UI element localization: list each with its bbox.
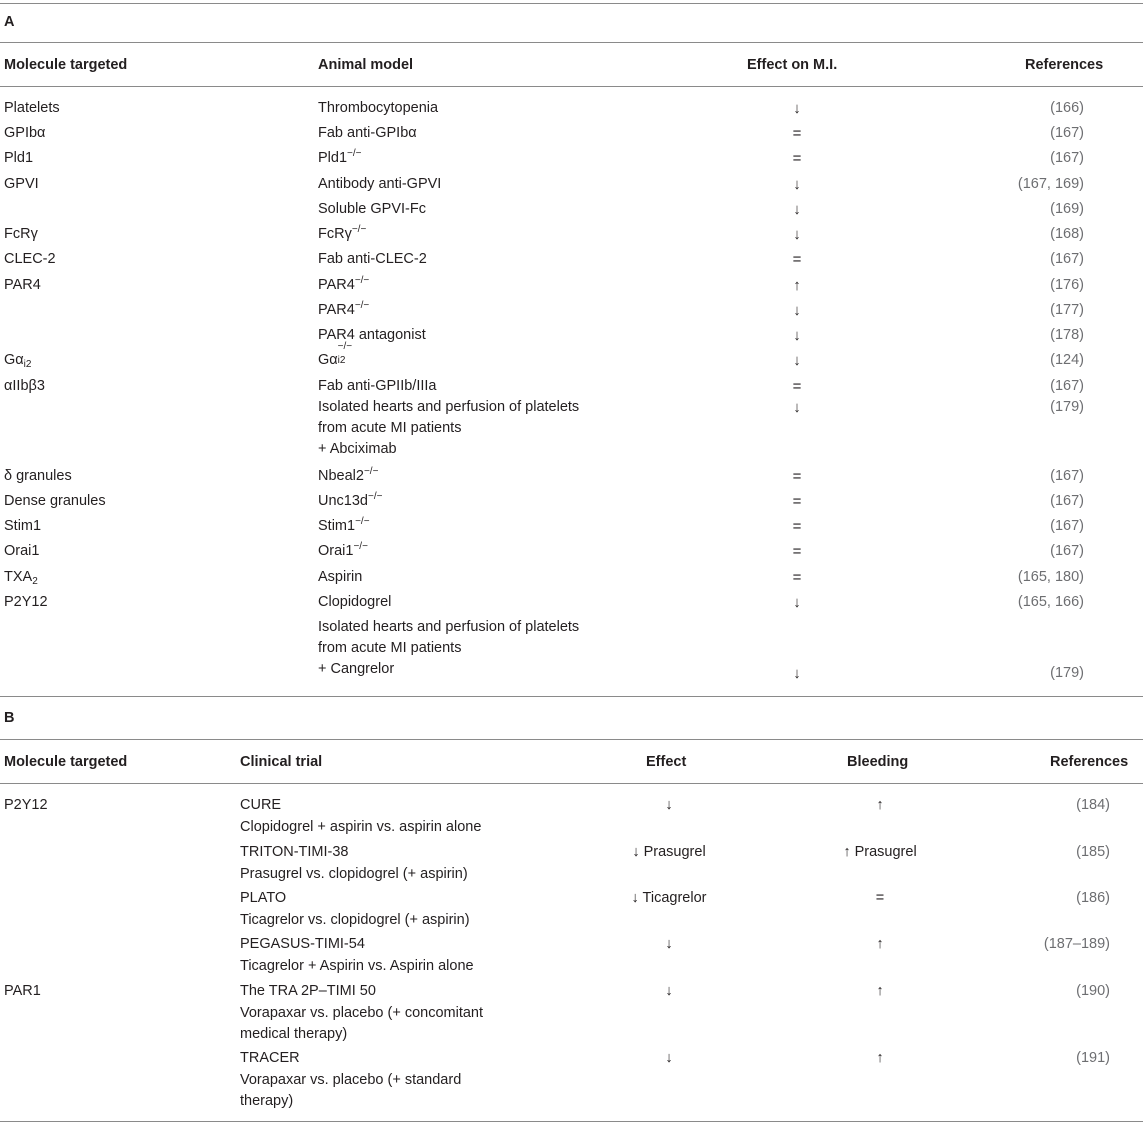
references-cell: (165, 180) [1017, 569, 1084, 585]
molecule-name: TXA [4, 569, 33, 585]
effect-indicator: = [792, 569, 802, 586]
molecule-subscript: i2 [23, 359, 32, 370]
animal-model-cell [318, 516, 370, 537]
reference-number: 167 [1054, 251, 1080, 267]
animal-model-line: from acute MI patients [318, 640, 462, 656]
molecule-cell [4, 567, 38, 588]
molecule-cell: CLEC-2 [4, 251, 56, 267]
references-cell: (178) [1050, 327, 1084, 343]
references-cell: (177) [1050, 302, 1084, 318]
animal-model-cell [318, 341, 368, 371]
references-cell: (168) [1050, 226, 1084, 242]
molecule-cell: P2Y12 [4, 797, 48, 813]
reference-number: 169 [1054, 201, 1080, 217]
super-sub-script [337, 341, 368, 366]
clinical-trial-description: Prasugrel vs. clopidogrel (+ aspirin) [240, 865, 468, 882]
top-rule [0, 3, 1143, 4]
molecule-cell: Stim1 [4, 518, 42, 534]
bleeding-indicator: ↑ [876, 936, 884, 952]
references-cell: (167) [1050, 518, 1084, 534]
clinical-trial-name: TRACER [240, 1050, 300, 1066]
animal-model-superscript: −/− [351, 224, 367, 235]
effect-indicator: ↓ [793, 327, 801, 344]
effect-indicator: ↓ [793, 352, 801, 369]
animal-model-cell [318, 491, 382, 512]
effect-indicator: ↑ [793, 277, 801, 294]
effect-indicator: ↓ [665, 1050, 673, 1066]
header-references-b: References [1050, 754, 1129, 770]
header-references: References [1025, 57, 1104, 73]
bleeding-indicator: ↑ [876, 983, 884, 999]
reference-number: 169 [1054, 176, 1080, 192]
molecule-cell: P2Y12 [4, 594, 48, 610]
reference-number: 167 [1054, 378, 1080, 394]
effect-indicator: ↓ [793, 302, 801, 319]
molecule-cell: Dense granules [4, 493, 106, 509]
references-cell: (167) [1050, 251, 1084, 267]
molecule-cell: GPVI [4, 176, 39, 192]
section-b-header-top-rule [0, 739, 1143, 740]
animal-model-cell: Antibody anti-GPVI [318, 176, 442, 192]
reference-number: 167 [1022, 176, 1047, 192]
bleeding-indicator: = [875, 890, 885, 906]
effect-indicator: ↓ [793, 201, 801, 218]
reference-number: 191 [1080, 1050, 1106, 1066]
references-cell: (191) [1076, 1050, 1110, 1066]
reference-number: 167 [1054, 125, 1080, 141]
clinical-trial-description: Ticagrelor vs. clopidogrel (+ aspirin) [240, 911, 470, 928]
reference-number: 179 [1054, 399, 1080, 415]
references-cell: (179) [1050, 665, 1084, 681]
reference-number: 166 [1054, 100, 1080, 116]
molecule-cell [4, 350, 31, 371]
reference-number: 180 [1054, 569, 1080, 585]
clinical-trial-description: Ticagrelor + Aspirin vs. Aspirin alone [240, 957, 474, 974]
effect-indicator: ↓ [793, 399, 801, 416]
clinical-trial-name: CURE [240, 797, 282, 813]
reference-number: 124 [1054, 352, 1080, 368]
reference-number: 165 [1022, 569, 1047, 585]
bottom-rule [0, 1121, 1143, 1122]
clinical-trial-description: Clopidogrel + aspirin vs. aspirin alone [240, 818, 482, 835]
references-cell: (167) [1050, 125, 1084, 141]
references-cell: (187–189) [1043, 936, 1110, 952]
references-cell: (124) [1050, 352, 1084, 368]
animal-model-cell: PAR4 antagonist [318, 327, 426, 343]
effect-indicator: ↓ [665, 983, 673, 999]
references-cell: (167) [1050, 543, 1084, 559]
animal-model-cell: Clopidogrel [318, 594, 392, 610]
animal-model-line: + Cangrelor [318, 661, 395, 677]
effect-indicator: ↓ [665, 797, 673, 813]
reference-number: 190 [1080, 983, 1106, 999]
molecule-cell: Pld1 [4, 150, 34, 166]
reference-number: 166 [1054, 594, 1080, 610]
effect-indicator: ↓ Prasugrel [632, 844, 706, 860]
effect-indicator: = [792, 543, 802, 560]
reference-number: 167 [1054, 150, 1080, 166]
header-molecule-targeted-b: Molecule targeted [4, 754, 128, 770]
effect-indicator: = [792, 150, 802, 167]
animal-model-cell: Soluble GPVI-Fc [318, 201, 426, 217]
reference-number: 179 [1054, 665, 1080, 681]
clinical-trial-name: The TRA 2P–TIMI 50 [240, 983, 376, 999]
reference-number: 187–189 [1048, 936, 1106, 952]
animal-model-cell [318, 300, 369, 321]
reference-number: 184 [1080, 797, 1106, 813]
bleeding-indicator: ↑ Prasugrel [843, 844, 917, 860]
reference-number: 178 [1054, 327, 1080, 343]
animal-model-superscript: −/− [354, 275, 370, 286]
animal-model-cell [318, 275, 369, 296]
animal-model-superscript: −/− [347, 148, 362, 159]
effect-indicator: ↓ Ticagrelor [631, 890, 707, 906]
molecule-cell: PAR4 [4, 277, 41, 293]
bleeding-indicator: ↑ [876, 797, 884, 813]
animal-model-superscript: −/− [367, 491, 383, 502]
references-cell: (167) [1050, 378, 1084, 394]
animal-model-cell: Thrombocytopenia [318, 100, 439, 116]
molecule-cell: PAR1 [4, 983, 41, 999]
effect-indicator: = [792, 468, 802, 485]
effect-indicator: ↓ [793, 594, 801, 611]
molecule-cell: δ granules [4, 468, 72, 484]
header-molecule-targeted: Molecule targeted [4, 57, 128, 73]
animal-model-subscript: i2 [337, 355, 346, 366]
molecule-subscript: 2 [32, 576, 38, 587]
reference-number: 167 [1054, 518, 1080, 534]
animal-model-cell: Fab anti-CLEC-2 [318, 251, 427, 267]
references-cell: (167, 169) [1017, 176, 1084, 192]
reference-number: 168 [1054, 226, 1080, 242]
reference-number: 176 [1054, 277, 1080, 293]
references-cell: (186) [1076, 890, 1110, 906]
animal-model-superscript: −/− [355, 516, 370, 527]
molecule-cell: FcRγ [4, 226, 38, 242]
animal-model-name: FcRγ [318, 226, 352, 242]
reference-number: 177 [1054, 302, 1080, 318]
animal-model-cell: Fab anti-GPIbα [318, 125, 417, 141]
section-a-header-bottom-rule [0, 86, 1143, 87]
molecule-cell: Platelets [4, 100, 60, 116]
reference-number: 186 [1080, 890, 1106, 906]
reference-number: 185 [1080, 844, 1106, 860]
effect-indicator: ↓ [793, 176, 801, 193]
effect-indicator: ↓ [665, 936, 673, 952]
animal-model-name: PAR4 [318, 302, 355, 318]
animal-model-cell: Fab anti-GPIIb/IIIa [318, 378, 437, 394]
references-cell: (184) [1076, 797, 1110, 813]
clinical-trial-name: TRITON-TIMI-38 [240, 844, 349, 860]
animal-model-superscript: −/− [363, 466, 379, 477]
clinical-trial-name: PEGASUS-TIMI-54 [240, 936, 365, 952]
reference-number: 167 [1054, 468, 1080, 484]
reference-number: 167 [1054, 493, 1080, 509]
section-divider-rule [0, 696, 1143, 697]
animal-model-superscript: −/− [353, 541, 368, 552]
animal-model-line: Isolated hearts and perfusion of platelets [318, 399, 580, 415]
animal-model-name: Pld1 [318, 150, 348, 166]
clinical-trial-description: Vorapaxar vs. placebo (+ standard [240, 1071, 462, 1088]
effect-indicator: = [792, 518, 802, 535]
animal-model-cell: Aspirin [318, 569, 363, 585]
animal-model-name: Nbeal2 [318, 468, 364, 484]
animal-model-line: from acute MI patients [318, 420, 462, 436]
references-cell: (185) [1076, 844, 1110, 860]
references-cell: (167) [1050, 468, 1084, 484]
header-animal-model: Animal model [318, 57, 414, 73]
effect-indicator: ↓ [793, 226, 801, 243]
section-a-label: A [4, 14, 15, 30]
references-cell: (176) [1050, 277, 1084, 293]
section-b-label: B [4, 710, 15, 726]
animal-model-name: PAR4 [318, 277, 355, 293]
section-b-header-bottom-rule [0, 783, 1143, 784]
references-cell: (166) [1050, 100, 1084, 116]
molecule-cell: Orai1 [4, 543, 40, 559]
animal-model-cell [318, 541, 368, 562]
effect-indicator: ↓ [793, 100, 801, 117]
animal-model-name: Orai1 [318, 543, 354, 559]
effect-indicator: = [792, 251, 802, 268]
reference-number: 165 [1022, 594, 1047, 610]
effect-indicator: ↓ [793, 665, 801, 682]
animal-model-cell [318, 224, 366, 245]
references-cell: (167) [1050, 150, 1084, 166]
effect-indicator: = [792, 493, 802, 510]
reference-number: 167 [1054, 543, 1080, 559]
animal-model-name: Unc13d [318, 493, 368, 509]
molecule-cell: αIIbβ3 [4, 378, 45, 394]
clinical-trial-description: therapy) [240, 1093, 294, 1109]
clinical-trial-name: PLATO [240, 890, 287, 906]
references-cell: (165, 166) [1017, 594, 1084, 610]
animal-model-superscript: −/− [337, 341, 353, 352]
references-cell: (169) [1050, 201, 1084, 217]
molecule-name: Gα [4, 352, 24, 368]
clinical-trial-description: medical therapy) [240, 1026, 348, 1042]
animal-model-superscript: −/− [354, 300, 370, 311]
effect-indicator: = [792, 378, 802, 395]
bleeding-indicator: ↑ [876, 1050, 884, 1066]
animal-model-name: Stim1 [318, 518, 356, 534]
header-effect: Effect [646, 754, 687, 770]
references-cell: (179) [1050, 399, 1084, 415]
header-clinical-trial: Clinical trial [240, 754, 323, 770]
animal-model-cell [318, 466, 378, 487]
animal-model-line: + Abciximab [318, 441, 397, 457]
section-a-header-top-rule [0, 42, 1143, 43]
header-effect-on-mi: Effect on M.I. [747, 57, 838, 73]
header-bleeding: Bleeding [847, 754, 909, 770]
clinical-trial-description: Vorapaxar vs. placebo (+ concomitant [240, 1004, 484, 1021]
references-cell: (190) [1076, 983, 1110, 999]
animal-model-cell [318, 148, 362, 169]
animal-model-line: Isolated hearts and perfusion of platelets [318, 619, 580, 635]
molecule-cell: GPIbα [4, 125, 46, 141]
animal-model-name: Gα [318, 352, 338, 368]
references-cell: (167) [1050, 493, 1084, 509]
effect-indicator: = [792, 125, 802, 142]
